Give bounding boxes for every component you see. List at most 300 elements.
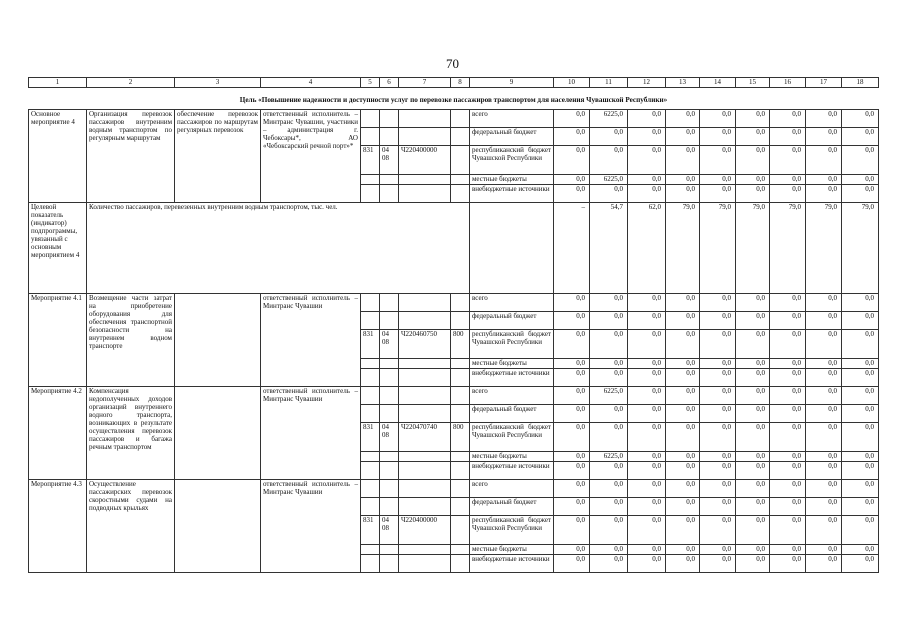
amount-cell: 0,0 xyxy=(842,369,879,387)
code-cell xyxy=(380,498,399,516)
column-number: 10 xyxy=(554,78,590,88)
code-cell xyxy=(361,555,380,573)
column-number: 17 xyxy=(806,78,842,88)
column-number: 4 xyxy=(261,78,361,88)
amount-cell: 0,0 xyxy=(554,175,590,185)
amount-cell: 0,0 xyxy=(590,359,628,369)
amount-cell: 0,0 xyxy=(736,387,770,405)
amount-cell: 0,0 xyxy=(628,516,666,545)
funding-source: федеральный бюджет xyxy=(470,128,554,146)
goal-row xyxy=(29,88,879,110)
amount-cell: 0,0 xyxy=(806,312,842,330)
funding-source: местные бюджеты xyxy=(470,175,554,185)
code-cell xyxy=(361,480,380,498)
source-row xyxy=(29,480,879,498)
funding-source: внебюджетные источники xyxy=(470,555,554,573)
funding-source: республиканский бюджет Чувашской Республики xyxy=(470,516,554,545)
code-vr xyxy=(451,516,470,545)
amount-cell: 0,0 xyxy=(806,480,842,498)
amount-cell: 0,0 xyxy=(700,452,736,462)
amount-cell: 0,0 xyxy=(666,405,700,423)
amount-cell: 0,0 xyxy=(736,359,770,369)
amount-cell: 0,0 xyxy=(590,516,628,545)
amount-cell: 0,0 xyxy=(770,359,806,369)
amount-cell: 0,0 xyxy=(700,405,736,423)
column-number: 5 xyxy=(361,78,380,88)
code-cell xyxy=(361,185,380,203)
amount-cell: 0,0 xyxy=(628,452,666,462)
amount-cell: 0,0 xyxy=(628,185,666,203)
amount-cell: 0,0 xyxy=(554,423,590,452)
code-cell xyxy=(361,369,380,387)
amount-cell: 0,0 xyxy=(628,498,666,516)
amount-cell: 0,0 xyxy=(736,294,770,312)
amount-cell: 0,0 xyxy=(736,146,770,175)
amount-cell: 0,0 xyxy=(736,128,770,146)
amount-cell: 0,0 xyxy=(842,516,879,545)
code-cell xyxy=(451,185,470,203)
amount-cell: 0,0 xyxy=(666,498,700,516)
code-cell xyxy=(361,294,380,312)
amount-cell: 0,0 xyxy=(806,462,842,480)
code-cell xyxy=(380,294,399,312)
code-cell xyxy=(451,498,470,516)
page-number: 70 xyxy=(446,56,459,71)
code-cell xyxy=(451,452,470,462)
code-vr: 800 xyxy=(451,330,470,359)
amount-cell: 0,0 xyxy=(736,498,770,516)
amount-cell: 0,0 xyxy=(770,146,806,175)
funding-source: местные бюджеты xyxy=(470,452,554,462)
indicator-name: Целевой показатель (индикатор) подпрограммы, увязанный с основным мероприятием 4 xyxy=(29,203,87,294)
amount-cell: 0,0 xyxy=(554,452,590,462)
amount-cell: 0,0 xyxy=(806,175,842,185)
code-cell xyxy=(451,359,470,369)
column-number: 11 xyxy=(590,78,628,88)
amount-cell: 0,0 xyxy=(554,405,590,423)
code-grbs: 831 xyxy=(361,516,380,545)
indicator-value: 79,0 xyxy=(770,203,806,294)
amount-cell: 0,0 xyxy=(770,423,806,452)
amount-cell: 0,0 xyxy=(554,462,590,480)
code-csr: Ч220470740 xyxy=(399,423,451,452)
amount-cell: 0,0 xyxy=(666,330,700,359)
code-cell xyxy=(361,312,380,330)
amount-cell: 0,0 xyxy=(590,405,628,423)
amount-cell: 0,0 xyxy=(736,452,770,462)
amount-cell: 0,0 xyxy=(590,423,628,452)
amount-cell: 0,0 xyxy=(700,128,736,146)
amount-cell: 0,0 xyxy=(554,110,590,128)
amount-cell: 0,0 xyxy=(628,369,666,387)
amount-cell: 0,0 xyxy=(842,498,879,516)
amount-cell: 0,0 xyxy=(666,369,700,387)
amount-cell: 0,0 xyxy=(770,110,806,128)
amount-cell: 0,0 xyxy=(770,555,806,573)
amount-cell: 0,0 xyxy=(700,516,736,545)
code-cell xyxy=(380,480,399,498)
amount-cell: 0,0 xyxy=(736,369,770,387)
amount-cell: 0,0 xyxy=(554,294,590,312)
amount-cell: 0,0 xyxy=(736,545,770,555)
code-cell xyxy=(361,175,380,185)
code-cell xyxy=(399,452,451,462)
amount-cell: 0,0 xyxy=(628,387,666,405)
amount-cell: 0,0 xyxy=(554,555,590,573)
code-cell xyxy=(451,312,470,330)
column-number: 8 xyxy=(451,78,470,88)
amount-cell: 0,0 xyxy=(666,312,700,330)
code-cell xyxy=(451,462,470,480)
amount-cell: 0,0 xyxy=(806,185,842,203)
activity-purpose xyxy=(175,480,261,573)
amount-cell: 0,0 xyxy=(666,452,700,462)
amount-cell: 0,0 xyxy=(806,128,842,146)
amount-cell: 6225,0 xyxy=(590,452,628,462)
amount-cell: 0,0 xyxy=(842,185,879,203)
amount-cell: 0,0 xyxy=(700,545,736,555)
amount-cell: 0,0 xyxy=(554,498,590,516)
code-rzpr: 04 08 xyxy=(380,516,399,545)
activity-purpose xyxy=(175,294,261,387)
funding-source: федеральный бюджет xyxy=(470,405,554,423)
code-vr: 800 xyxy=(451,423,470,452)
indicator-value: 54,7 xyxy=(590,203,628,294)
funding-source: федеральный бюджет xyxy=(470,498,554,516)
amount-cell: 0,0 xyxy=(842,330,879,359)
column-number: 12 xyxy=(628,78,666,88)
amount-cell: 0,0 xyxy=(842,359,879,369)
amount-cell: 6225,0 xyxy=(590,387,628,405)
code-cell xyxy=(380,452,399,462)
code-cell xyxy=(361,128,380,146)
column-number: 1 xyxy=(29,78,87,88)
amount-cell: 0,0 xyxy=(700,146,736,175)
funding-source: внебюджетные источники xyxy=(470,185,554,203)
amount-cell: 0,0 xyxy=(554,516,590,545)
code-cell xyxy=(451,369,470,387)
code-cell xyxy=(399,480,451,498)
amount-cell: 0,0 xyxy=(842,462,879,480)
source-row xyxy=(29,387,879,405)
amount-cell: 0,0 xyxy=(806,369,842,387)
amount-cell: 0,0 xyxy=(770,294,806,312)
amount-cell: 0,0 xyxy=(806,146,842,175)
column-number: 15 xyxy=(736,78,770,88)
code-cell xyxy=(399,359,451,369)
amount-cell: 0,0 xyxy=(736,405,770,423)
activity-name: Мероприятие 4.3 xyxy=(29,480,87,573)
code-cell xyxy=(451,545,470,555)
amount-cell: 0,0 xyxy=(590,480,628,498)
amount-cell: 0,0 xyxy=(628,545,666,555)
amount-cell: 0,0 xyxy=(842,405,879,423)
amount-cell: 0,0 xyxy=(700,369,736,387)
amount-cell: 0,0 xyxy=(736,480,770,498)
code-cell xyxy=(399,185,451,203)
amount-cell: 0,0 xyxy=(666,185,700,203)
amount-cell: 0,0 xyxy=(590,555,628,573)
amount-cell: 0,0 xyxy=(842,146,879,175)
amount-cell: 0,0 xyxy=(770,185,806,203)
code-cell xyxy=(399,312,451,330)
amount-cell: 0,0 xyxy=(590,294,628,312)
amount-cell: 0,0 xyxy=(770,516,806,545)
funding-source: внебюджетные источники xyxy=(470,462,554,480)
amount-cell: 0,0 xyxy=(628,480,666,498)
code-cell xyxy=(361,110,380,128)
source-row xyxy=(29,110,879,128)
amount-cell: 0,0 xyxy=(590,498,628,516)
amount-cell: 0,0 xyxy=(554,330,590,359)
amount-cell: 0,0 xyxy=(806,423,842,452)
amount-cell: 0,0 xyxy=(806,330,842,359)
amount-cell: 0,0 xyxy=(700,294,736,312)
code-csr: Ч220400000 xyxy=(399,146,451,175)
header-row xyxy=(29,78,879,88)
amount-cell: 0,0 xyxy=(666,146,700,175)
amount-cell: 0,0 xyxy=(736,312,770,330)
amount-cell: 0,0 xyxy=(770,405,806,423)
code-grbs: 831 xyxy=(361,330,380,359)
code-rzpr: 04 08 xyxy=(380,146,399,175)
column-number: 9 xyxy=(470,78,554,88)
code-cell xyxy=(380,359,399,369)
code-cell xyxy=(451,175,470,185)
indicator-value: 79,0 xyxy=(700,203,736,294)
amount-cell: 0,0 xyxy=(806,452,842,462)
code-cell xyxy=(361,452,380,462)
indicator-value: – xyxy=(554,203,590,294)
activity-description: Осуществление пассажирских перевозок скоростными судами на подводных крыльях xyxy=(87,480,175,573)
amount-cell: 0,0 xyxy=(770,312,806,330)
activity-name: Мероприятие 4.1 xyxy=(29,294,87,387)
code-cell xyxy=(399,369,451,387)
indicator-value: 79,0 xyxy=(666,203,700,294)
code-cell xyxy=(380,545,399,555)
amount-cell: 0,0 xyxy=(806,405,842,423)
amount-cell: 0,0 xyxy=(700,185,736,203)
code-rzpr: 04 08 xyxy=(380,423,399,452)
amount-cell: 0,0 xyxy=(554,312,590,330)
amount-cell: 0,0 xyxy=(842,312,879,330)
amount-cell: 0,0 xyxy=(666,480,700,498)
funding-source: местные бюджеты xyxy=(470,545,554,555)
code-cell xyxy=(451,555,470,573)
amount-cell: 0,0 xyxy=(736,330,770,359)
amount-cell: 0,0 xyxy=(628,110,666,128)
indicator-value: 79,0 xyxy=(736,203,770,294)
amount-cell: 0,0 xyxy=(666,359,700,369)
amount-cell: 0,0 xyxy=(806,359,842,369)
amount-cell: 0,0 xyxy=(590,312,628,330)
amount-cell: 0,0 xyxy=(700,387,736,405)
indicator-description: Количество пассажиров, перевезенных внутренним водным транспортом, тыс. чел. xyxy=(87,203,470,294)
amount-cell: 0,0 xyxy=(770,452,806,462)
code-cell xyxy=(380,175,399,185)
amount-cell: 0,0 xyxy=(666,516,700,545)
amount-cell: 0,0 xyxy=(770,369,806,387)
code-cell xyxy=(399,545,451,555)
funding-source: республиканский бюджет Чувашской Республики xyxy=(470,330,554,359)
amount-cell: 0,0 xyxy=(628,423,666,452)
code-cell xyxy=(380,387,399,405)
amount-cell: 0,0 xyxy=(590,462,628,480)
amount-cell: 6225,0 xyxy=(590,175,628,185)
amount-cell: 0,0 xyxy=(590,330,628,359)
column-number: 7 xyxy=(399,78,451,88)
amount-cell: 6225,0 xyxy=(590,110,628,128)
responsible-executor: ответственный исполнитель – Минтранс Чувашии xyxy=(261,387,361,480)
amount-cell: 0,0 xyxy=(700,462,736,480)
amount-cell: 0,0 xyxy=(770,545,806,555)
goal-title: Цель «Повышение надежности и доступности услуг по перевозке пассажиров транспортом для населения Чувашской Республики» xyxy=(29,88,879,110)
amount-cell: 0,0 xyxy=(842,294,879,312)
indicator-value: 62,0 xyxy=(628,203,666,294)
amount-cell: 0,0 xyxy=(590,185,628,203)
code-csr: Ч220400000 xyxy=(399,516,451,545)
amount-cell: 0,0 xyxy=(700,359,736,369)
amount-cell: 0,0 xyxy=(842,545,879,555)
responsible-executor: ответственный исполнитель – Минтранс Чувашии, участники – администрация г. Чебоксары*, АО «Чебоксарский речной порт»* xyxy=(261,110,361,203)
responsible-executor: ответственный исполнитель – Минтранс Чувашии xyxy=(261,294,361,387)
code-cell xyxy=(399,128,451,146)
source-row xyxy=(29,294,879,312)
code-rzpr: 04 08 xyxy=(380,330,399,359)
indicator-value: 79,0 xyxy=(842,203,879,294)
amount-cell: 0,0 xyxy=(842,480,879,498)
amount-cell: 0,0 xyxy=(590,128,628,146)
code-cell xyxy=(380,185,399,203)
indicator-row xyxy=(29,203,879,294)
funding-source: федеральный бюджет xyxy=(470,312,554,330)
column-number: 16 xyxy=(770,78,806,88)
amount-cell: 0,0 xyxy=(666,545,700,555)
amount-cell: 0,0 xyxy=(554,545,590,555)
code-cell xyxy=(380,555,399,573)
activity-purpose xyxy=(175,387,261,480)
column-number: 14 xyxy=(700,78,736,88)
activity-description: Организация перевозок пассажиров внутренним водным транспортом по регулярным маршрутам xyxy=(87,110,175,203)
amount-cell: 0,0 xyxy=(628,462,666,480)
amount-cell: 0,0 xyxy=(666,555,700,573)
amount-cell: 0,0 xyxy=(842,128,879,146)
amount-cell: 0,0 xyxy=(666,110,700,128)
amount-cell: 0,0 xyxy=(806,387,842,405)
amount-cell: 0,0 xyxy=(628,330,666,359)
column-number: 18 xyxy=(842,78,879,88)
amount-cell: 0,0 xyxy=(736,185,770,203)
funding-source: местные бюджеты xyxy=(470,359,554,369)
column-number: 6 xyxy=(380,78,399,88)
amount-cell: 0,0 xyxy=(842,555,879,573)
amount-cell: 0,0 xyxy=(736,423,770,452)
amount-cell: 0,0 xyxy=(770,128,806,146)
amount-cell: 0,0 xyxy=(554,369,590,387)
amount-cell: 0,0 xyxy=(628,555,666,573)
funding-source: всего xyxy=(470,480,554,498)
code-cell xyxy=(361,545,380,555)
code-cell xyxy=(361,462,380,480)
code-cell xyxy=(380,110,399,128)
code-cell xyxy=(451,480,470,498)
amount-cell: 0,0 xyxy=(666,387,700,405)
amount-cell: 0,0 xyxy=(666,175,700,185)
code-cell xyxy=(399,498,451,516)
code-cell xyxy=(451,294,470,312)
amount-cell: 0,0 xyxy=(736,110,770,128)
code-cell xyxy=(380,369,399,387)
amount-cell: 0,0 xyxy=(842,423,879,452)
amount-cell: 0,0 xyxy=(628,312,666,330)
code-cell xyxy=(451,110,470,128)
code-cell xyxy=(399,387,451,405)
amount-cell: 0,0 xyxy=(628,128,666,146)
amount-cell: 0,0 xyxy=(666,294,700,312)
amount-cell: 0,0 xyxy=(590,146,628,175)
amount-cell: 0,0 xyxy=(554,359,590,369)
amount-cell: 0,0 xyxy=(700,175,736,185)
code-grbs: 831 xyxy=(361,423,380,452)
responsible-executor: ответственный исполнитель – Минтранс Чувашии xyxy=(261,480,361,573)
code-cell xyxy=(399,294,451,312)
code-cell xyxy=(399,405,451,423)
amount-cell: 0,0 xyxy=(666,128,700,146)
amount-cell: 0,0 xyxy=(842,387,879,405)
code-cell xyxy=(361,387,380,405)
amount-cell: 0,0 xyxy=(554,128,590,146)
code-cell xyxy=(380,312,399,330)
column-number: 13 xyxy=(666,78,700,88)
amount-cell: 0,0 xyxy=(700,555,736,573)
funding-source: всего xyxy=(470,387,554,405)
financing-table xyxy=(28,77,879,573)
amount-cell: 0,0 xyxy=(628,405,666,423)
amount-cell: 0,0 xyxy=(770,175,806,185)
amount-cell: 0,0 xyxy=(628,294,666,312)
code-grbs: 831 xyxy=(361,146,380,175)
code-cell xyxy=(451,405,470,423)
amount-cell: 0,0 xyxy=(628,146,666,175)
amount-cell: 0,0 xyxy=(806,498,842,516)
code-cell xyxy=(361,359,380,369)
code-cell xyxy=(361,405,380,423)
amount-cell: 0,0 xyxy=(700,498,736,516)
amount-cell: 0,0 xyxy=(700,110,736,128)
amount-cell: 0,0 xyxy=(770,498,806,516)
funding-source: республиканский бюджет Чувашской Республики xyxy=(470,423,554,452)
amount-cell: 0,0 xyxy=(666,462,700,480)
column-number: 2 xyxy=(87,78,175,88)
amount-cell: 0,0 xyxy=(628,175,666,185)
indicator-value: 79,0 xyxy=(806,203,842,294)
activity-description: Возмещение части затрат на приобретение оборудования для обеспечения транспортной безопасности на внутреннем водном транспорте xyxy=(87,294,175,387)
code-cell xyxy=(380,128,399,146)
amount-cell: 0,0 xyxy=(628,359,666,369)
amount-cell: 0,0 xyxy=(806,294,842,312)
code-cell xyxy=(451,387,470,405)
activity-description: Компенсация недополученных доходов организаций внутреннего водного транспорта, возникающих в результате осуществления перевозок пассажиров и багажа речным транспортом xyxy=(87,387,175,480)
amount-cell: 0,0 xyxy=(554,387,590,405)
amount-cell: 0,0 xyxy=(842,110,879,128)
amount-cell: 0,0 xyxy=(806,555,842,573)
amount-cell: 0,0 xyxy=(700,330,736,359)
activity-name: Основное мероприятие 4 xyxy=(29,110,87,203)
amount-cell: 0,0 xyxy=(736,462,770,480)
amount-cell: 0,0 xyxy=(770,330,806,359)
activity-name: Мероприятие 4.2 xyxy=(29,387,87,480)
amount-cell: 0,0 xyxy=(700,480,736,498)
